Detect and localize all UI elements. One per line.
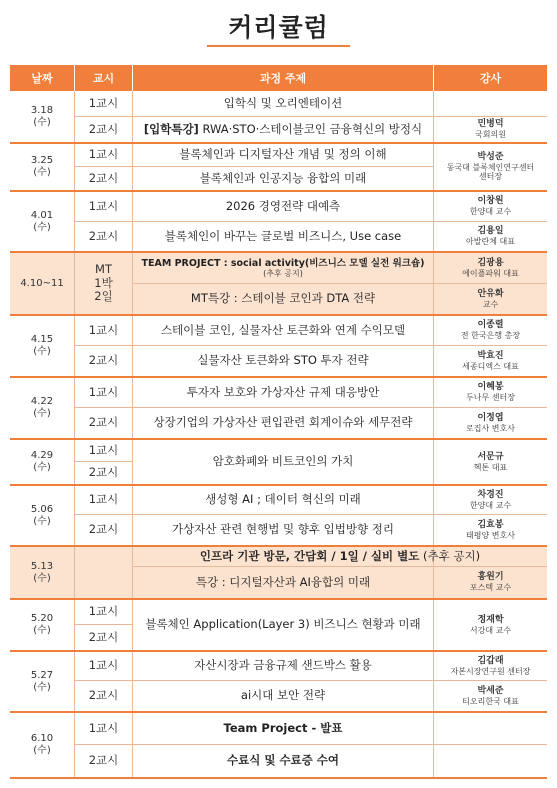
lecturer-affiliation: 동국대 블록체인연구센터: [446, 162, 535, 172]
lecturer-name: 박세준: [477, 685, 504, 696]
lecturer-cell: [434, 346, 547, 376]
subject-tag: [입학특강]: [143, 121, 199, 136]
subject-cell: [133, 117, 433, 142]
weekday-text: (수): [33, 515, 51, 527]
period-cell: 2교시: [88, 629, 119, 644]
period-cell: 2교시: [88, 415, 119, 430]
period-cell: [75, 253, 132, 314]
lecturer-cell: [434, 222, 547, 251]
lecturer-affiliation: 전 한국은행 총장: [460, 331, 521, 341]
date-text: 5.13: [30, 560, 54, 572]
subject-cell: 수료식 및 수료증 수여: [227, 753, 339, 768]
date-cell: 4.10~11: [20, 277, 64, 289]
lecturer-name: 이종렬: [477, 320, 504, 331]
subject-cell: 블록체인 Application(Layer 3) 비즈니스 현황과 미래: [145, 617, 421, 632]
lecturer-cell: [434, 192, 547, 221]
lecturer-cell: [434, 316, 547, 345]
subject-cell: [133, 253, 433, 283]
weekday-text: (수): [33, 221, 51, 233]
date-text: 5.27: [30, 669, 54, 681]
lecturer-cell: [434, 600, 547, 650]
period-cell: 1교시: [88, 492, 119, 507]
date-text: 3.18: [30, 105, 54, 116]
lecturer-affiliation: 한양대 교수: [469, 500, 512, 510]
date-text: 5.20: [30, 613, 54, 624]
lecturer-name: 차경진: [477, 489, 504, 500]
lecturer-affiliation: 아발란체 대표: [466, 237, 515, 247]
subject-cell: 실물자산 토큰화와 STO 투자 전략: [197, 353, 369, 368]
period-cell: 2교시: [88, 465, 119, 480]
subject-cell: 암호화폐와 비트코인의 가치: [212, 454, 354, 469]
lecturer-affiliation: 에이플파워 대표: [462, 268, 519, 278]
weekday-text: (수): [33, 462, 51, 473]
lecturer-affiliation: 세종디엑스 대표: [462, 361, 519, 371]
weekday-text: (수): [33, 167, 51, 178]
lecturer-cell: [434, 652, 547, 680]
lecturer-affiliation: 티오리한국 대표: [462, 696, 519, 706]
date-text: 4.01: [30, 209, 54, 221]
lecturer-cell: [434, 486, 547, 514]
lecturer-cell: [434, 117, 547, 142]
subject-cell: 가상자산 관련 현행법 및 향후 입법방향 정리: [172, 522, 394, 537]
subject-cell: ai시대 보안 전략: [240, 688, 326, 703]
lecturer-name: 민병덕: [477, 119, 504, 130]
date-text: 6.10: [30, 733, 54, 744]
lecturer-cell: [434, 144, 547, 190]
lecturer-name: 이창원: [477, 196, 504, 207]
header-date: 날짜: [10, 65, 74, 91]
lecturer-affiliation: 자본시장연구원 센터장: [450, 666, 531, 676]
subject-cell: 블록체인이 바꾸는 글로벌 비즈니스, Use case: [164, 228, 402, 243]
subject-cell: 상장기업의 가상자산 편입관련 회계이슈와 세무전략: [153, 415, 413, 430]
lecturer-name: 김효봉: [477, 519, 504, 530]
weekday-text: (수): [33, 745, 51, 756]
date-cell: [10, 144, 74, 190]
lecturer-cell: [434, 253, 547, 283]
period-cell: 2교시: [88, 170, 119, 185]
date-text: 4.15: [30, 334, 54, 345]
weekday-text: (수): [33, 681, 51, 693]
lecturer-name: 박성준: [477, 152, 504, 162]
date-cell: [10, 192, 74, 251]
period-cell: 2교시: [88, 522, 119, 537]
lecturer-cell: [434, 284, 547, 314]
date-cell: [10, 316, 74, 376]
period-cell: 1교시: [88, 147, 119, 162]
lecturer-cell: [434, 681, 547, 711]
header-lecturer: 강사: [434, 65, 547, 91]
subject-cell: 자산시장과 금융규제 샌드박스 활용: [194, 658, 372, 673]
subject-cell: MT특강 : 스테이블 코인과 DTA 전략: [190, 291, 376, 306]
period-text: 2일: [94, 289, 113, 304]
subject-cell: 블록체인과 인공지능 융합의 미래: [199, 170, 367, 185]
weekday-text: (수): [33, 572, 51, 584]
lecturer-name: 이정엽: [477, 412, 504, 423]
period-text: 1박: [94, 275, 113, 290]
lecturer-cell: [434, 440, 547, 484]
subject-cell: 특강 : 디지털자산과 AI융합의 미래: [195, 574, 371, 589]
subject-cell: [133, 547, 547, 566]
date-cell: [10, 486, 74, 545]
subject-cell: 스테이블 코인, 실물자산 토큰화와 연계 수익모델: [160, 322, 406, 337]
lecturer-name: 이혜봉: [477, 382, 504, 393]
lecturer-name: 정재학: [477, 614, 504, 625]
period-cell: 2교시: [88, 121, 119, 136]
header-subject: 과정 주제: [133, 65, 433, 91]
subject-cell: 블록체인과 디지털자산 개념 및 정의 이해: [179, 147, 387, 162]
lecturer-name: 김광용: [477, 257, 504, 268]
subject-cell: 2026 경영전략 대예측: [225, 198, 341, 213]
period-cell: 2교시: [88, 688, 119, 703]
lecturer-affiliation: 태평양 변호사: [466, 530, 515, 540]
lecturer-cell: [434, 567, 547, 598]
subject-cell: 투자자 보호와 가상자산 규제 대응방안: [186, 384, 380, 399]
period-cell: 2교시: [88, 753, 119, 768]
date-cell: [10, 652, 74, 711]
date-text: 3.25: [30, 155, 54, 166]
date-cell: [10, 440, 74, 484]
lecturer-name: 김갑래: [477, 655, 504, 666]
period-text: MT: [95, 261, 112, 276]
lecturer-affiliation: 교수: [482, 299, 499, 309]
lecturer-affiliation: 서강대 교수: [469, 625, 512, 635]
date-cell: [10, 378, 74, 438]
period-cell: 1교시: [88, 604, 119, 619]
lecturer-name: 김용일: [477, 226, 504, 237]
lecturer-cell: [434, 408, 547, 438]
page-title: 커리큘럼: [228, 13, 329, 42]
period-cell: 1교시: [88, 442, 119, 457]
period-cell: 1교시: [88, 720, 119, 735]
date-cell: [10, 713, 74, 777]
lecturer-affiliation: 포스텍 교수: [469, 583, 512, 593]
period-cell: 1교시: [88, 322, 119, 337]
header-period: 교시: [75, 65, 132, 91]
weekday-text: (수): [33, 625, 51, 636]
subject-note: (추후 공지): [419, 548, 481, 563]
lecturer-affiliation: 헥톤 대표: [473, 462, 508, 472]
lecturer-name: 서문규: [477, 451, 504, 462]
lecturer-affiliation: 두나무 센터장: [466, 393, 515, 403]
date-cell: [10, 547, 74, 598]
lecturer-affiliation: 한양대 교수: [469, 207, 512, 217]
lecturer-cell: [434, 515, 547, 545]
date-cell: [10, 92, 74, 142]
period-cell: 1교시: [88, 198, 119, 213]
weekday-text: (수): [33, 117, 51, 128]
subject-text: RWA·STO·스테이블코인 금융혁신의 방정식: [198, 121, 423, 136]
lecturer-cell: [434, 378, 547, 407]
period-cell: 1교시: [88, 96, 119, 111]
title-underline: [207, 45, 350, 47]
subject-text: TEAM PROJECT : social activity(비즈니스 모델 실전 워크숍): [141, 257, 425, 269]
lecturer-name: 안유화: [477, 288, 504, 299]
period-cell: 1교시: [88, 658, 119, 673]
subject-cell: 생성형 AI ; 데이터 혁신의 미래: [205, 492, 361, 507]
period-cell: 1교시: [88, 384, 119, 399]
lecturer-affiliation: 로집사 변호사: [466, 423, 515, 433]
lecturer-name: 홍원기: [477, 572, 504, 583]
date-text: 5.06: [30, 503, 54, 515]
weekday-text: (수): [33, 346, 51, 357]
subject-cell: Team Project - 발표: [223, 720, 343, 735]
date-cell: [10, 600, 74, 650]
subject-note: (추후 공지): [263, 268, 303, 278]
lecturer-name: 박효진: [477, 350, 504, 361]
period-cell: 2교시: [88, 353, 119, 368]
date-text: 4.22: [30, 396, 54, 407]
table-bottom: [10, 777, 547, 779]
date-text: 4.29: [30, 450, 54, 461]
weekday-text: (수): [33, 408, 51, 419]
lecturer-affiliation: 국회의원: [475, 130, 506, 140]
subject-text: 인프라 기관 방문, 간담회 / 1일 / 실비 별도: [199, 548, 420, 563]
lecturer-affiliation: 센터장: [478, 172, 503, 182]
subject-cell: 입학식 및 오리엔테이션: [223, 96, 343, 111]
period-cell: 2교시: [88, 228, 119, 243]
